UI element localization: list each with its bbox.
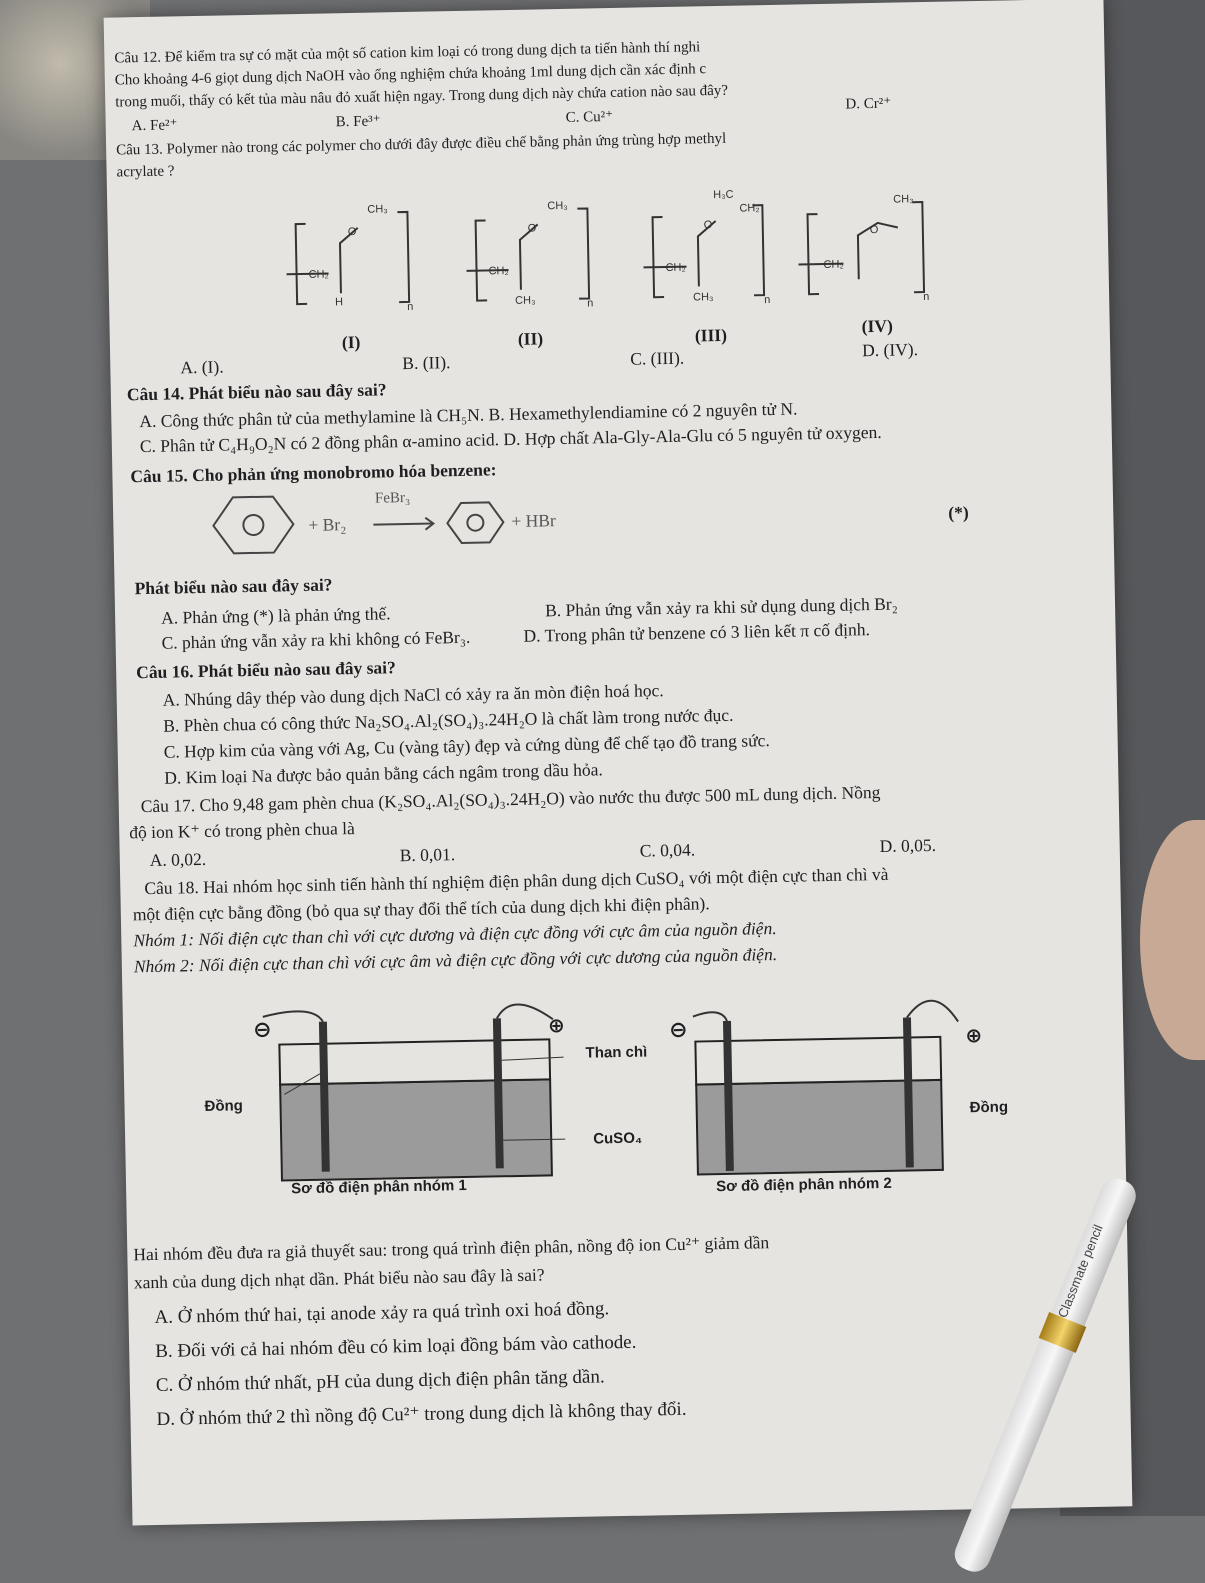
minus-sign-2: ⊖ bbox=[668, 1016, 688, 1043]
q18-hypothesis-1: Hai nhóm đều đưa ra giả thuyết sau: trong quá trình điện phân, nồng độ ion Cu²⁺ giảm dần bbox=[133, 1232, 770, 1265]
bracket-left-1 bbox=[296, 224, 308, 304]
q13-line2: acrylate ? bbox=[116, 163, 175, 181]
q16-line1: Câu 16. Phát biểu nào sau đây sai? bbox=[135, 657, 396, 683]
label-dong-2: Đồng bbox=[969, 1098, 1009, 1117]
q12-option-a: A. Fe²⁺ bbox=[131, 117, 178, 135]
reaction-mark: (*) bbox=[948, 502, 969, 523]
label-dong-1: Đồng bbox=[204, 1097, 244, 1115]
svg-text:CH₃: CH₃ bbox=[367, 203, 388, 216]
q18-option-a: A. Ở nhóm thứ hai, tại anode xảy ra quá trình oxi hoá đồng. bbox=[154, 1298, 610, 1328]
q15-option-d: D. Trong phân tử benzene có 3 liên kết π cố định. bbox=[523, 619, 871, 646]
q13-option-d: D. (IV). bbox=[861, 339, 919, 361]
q12-line2: Cho khoảng 4-6 giọt dung dịch NaOH vào ống nghiệm chứa khoảng 1ml dung dịch cần xác định c bbox=[114, 61, 707, 89]
q16-option-b: B. Phèn chua có công thức Na₂SO₄.Al₂(SO₄)₃.24H₂O là chất làm trong nước đục. bbox=[163, 704, 734, 736]
diagram-group-2 bbox=[693, 1000, 961, 1174]
svg-text:n: n bbox=[407, 300, 414, 313]
svg-text:n: n bbox=[923, 290, 930, 304]
svg-text:CH₃: CH₃ bbox=[547, 199, 568, 213]
q14-line2: A. Công thức phân tử của methylamine là CH₅N. B. Hexamethylendiamine có 2 nguyên tử N. bbox=[139, 398, 798, 432]
svg-text:CH₃: CH₃ bbox=[893, 193, 914, 206]
svg-text:CH₂: CH₂ bbox=[739, 202, 760, 215]
bromobenzene-ring bbox=[447, 502, 504, 543]
struct-label-3: (III) bbox=[694, 324, 728, 346]
reaction-catalyst: FeBr₃ bbox=[374, 489, 411, 507]
q14-line3: C. Phân tử C₄H₉O₂N có 2 đồng phân α-amino acid. D. Hợp chất Ala-Gly-Ala-Glu có 5 nguyên tử oxygen. bbox=[139, 421, 882, 457]
svg-text:CH₂: CH₂ bbox=[665, 261, 686, 274]
diagram-group-1 bbox=[263, 1004, 566, 1181]
q18-option-d: D. Ở nhóm thứ 2 thì nồng độ Cu²⁺ trong dung dịch là không thay đổi. bbox=[156, 1398, 687, 1430]
q15-line1: Câu 15. Cho phản ứng monobromo hóa benzene: bbox=[130, 459, 497, 487]
svg-text:CH₂: CH₂ bbox=[488, 265, 509, 278]
svg-text:O: O bbox=[703, 219, 713, 232]
q17-option-c: C. 0,04. bbox=[639, 839, 696, 861]
struct-label-1: (I) bbox=[341, 331, 361, 353]
q16-option-d: D. Kim loại Na được bảo quản bằng cách ngâm trong dầu hỏa. bbox=[164, 759, 603, 788]
svg-text:CH₃: CH₃ bbox=[692, 291, 714, 304]
q12-line3: trong muối, thấy có kết tủa màu nâu đỏ xuất hiện ngay. Trong dung dịch này chứa cation nào sau đây? bbox=[115, 82, 729, 111]
q18-option-c: C. Ở nhóm thứ nhất, pH của dung dịch điện phân tăng dần. bbox=[155, 1366, 605, 1396]
q18-line3: Nhóm 1: Nối điện cực than chì với cực dương và điện cực đồng với cực âm của nguồn điện. bbox=[133, 917, 777, 951]
bracket-right-1 bbox=[397, 212, 409, 302]
q12-option-d: D. Cr²⁺ bbox=[845, 95, 892, 113]
svg-text:O: O bbox=[527, 222, 537, 235]
q18-line1: Câu 18. Hai nhóm học sinh tiến hành thí nghiệm điện phân dung dịch CuSO₄ với một điện cực than chì và bbox=[144, 863, 889, 899]
plus-sign-2: ⊕ bbox=[965, 1025, 983, 1048]
q13-line1: Câu 13. Polymer nào trong các polymer cho dưới đây được điều chế bằng phản ứng trùng hợp methyl bbox=[116, 130, 727, 159]
struct-label-2: (II) bbox=[517, 328, 544, 349]
q17-line1: Câu 17. Cho 9,48 gam phèn chua (K₂SO₄.Al₂(SO₄)₃.24H₂O) vào nước thu được 500 mL dung dịch. Nồng bbox=[140, 781, 881, 817]
svg-text:O: O bbox=[347, 225, 357, 239]
q18-hypothesis-2: xanh của dung dịch nhạt dần. Phát biểu nào sau đây là sai? bbox=[133, 1264, 545, 1293]
caption-group-2: Sơ đồ điện phân nhóm 2 bbox=[716, 1174, 892, 1196]
q17-option-a: A. 0,02. bbox=[149, 848, 207, 871]
exam-paper bbox=[104, 0, 1133, 1525]
q17-line2: độ ion K⁺ có trong phèn chua là bbox=[129, 818, 355, 843]
svg-text:CH₃: CH₃ bbox=[515, 294, 536, 307]
benzene-ring bbox=[213, 496, 294, 554]
caption-group-1: Sơ đồ điện phân nhóm 1 bbox=[290, 1176, 467, 1198]
plus-sign-1: ⊕ bbox=[547, 1015, 566, 1038]
q13-option-b: B. (II). bbox=[402, 352, 451, 374]
q13-option-c: C. (III). bbox=[630, 347, 685, 369]
q15-option-a: A. Phản ứng (*) là phản ứng thế. bbox=[160, 603, 391, 628]
q15-option-c: C. phản ứng vẫn xảy ra khi không có FeBr₃. bbox=[161, 626, 471, 653]
reaction-arrow bbox=[373, 524, 433, 525]
reaction-product: + HBr bbox=[511, 510, 556, 532]
svg-text:CH₂: CH₂ bbox=[308, 268, 329, 281]
reaction-reagent: + Br₂ bbox=[308, 514, 347, 535]
q14-line1: Câu 14. Phát biểu nào sau đây sai? bbox=[126, 379, 387, 405]
q17-option-d: D. 0,05. bbox=[879, 834, 937, 856]
q12-option-c: C. Cu²⁺ bbox=[565, 108, 614, 126]
q18-line2: một điện cực bằng đồng (bỏ qua sự thay đổi thể tích của dung dịch khi điện phân). bbox=[132, 893, 710, 925]
svg-text:O: O bbox=[869, 223, 879, 237]
svg-text:CH₂: CH₂ bbox=[823, 258, 844, 271]
q12-option-b: B. Fe³⁺ bbox=[335, 113, 381, 131]
svg-text:H₃C: H₃C bbox=[713, 188, 734, 202]
q13-option-a: A. (I). bbox=[180, 356, 224, 378]
q17-option-b: B. 0,01. bbox=[399, 844, 456, 866]
pen-text: Classmate pencil bbox=[1054, 1222, 1106, 1320]
q15-option-b: B. Phản ứng vẫn xảy ra khi sử dụng dung dịch Br₂ bbox=[544, 593, 898, 621]
q15-ask: Phát biểu nào sau đây sai? bbox=[134, 574, 333, 599]
svg-text:H: H bbox=[335, 296, 344, 309]
q12-line1: Câu 12. Để kiểm tra sự có mặt của một số cation kim loại có trong dung dịch ta tiến hành thí nghi bbox=[114, 39, 701, 67]
q18-option-b: B. Đối với cả hai nhóm đều có kim loại đồng bám vào cathode. bbox=[155, 1331, 637, 1362]
struct-label-4: (IV) bbox=[861, 315, 893, 337]
polymer-structures bbox=[257, 171, 960, 354]
q16-option-a: A. Nhúng dây thép vào dung dịch NaCl có xảy ra ăn mòn điện hoá học. bbox=[162, 680, 664, 710]
svg-text:n: n bbox=[587, 297, 594, 310]
label-cuso4: CuSO₄ bbox=[593, 1129, 643, 1148]
q16-option-c: C. Hợp kim của vàng với Ag, Cu (vàng tây) đẹp và cứng dùng để chế tạo đồ trang sức. bbox=[163, 730, 770, 762]
label-than-chi: Than chì bbox=[585, 1043, 648, 1062]
q18-line4: Nhóm 2: Nối điện cực than chì với cực âm và điện cực đồng với cực dương của nguồn điện. bbox=[133, 943, 778, 977]
svg-text:n: n bbox=[764, 293, 771, 307]
minus-sign-1: ⊖ bbox=[252, 1016, 272, 1043]
